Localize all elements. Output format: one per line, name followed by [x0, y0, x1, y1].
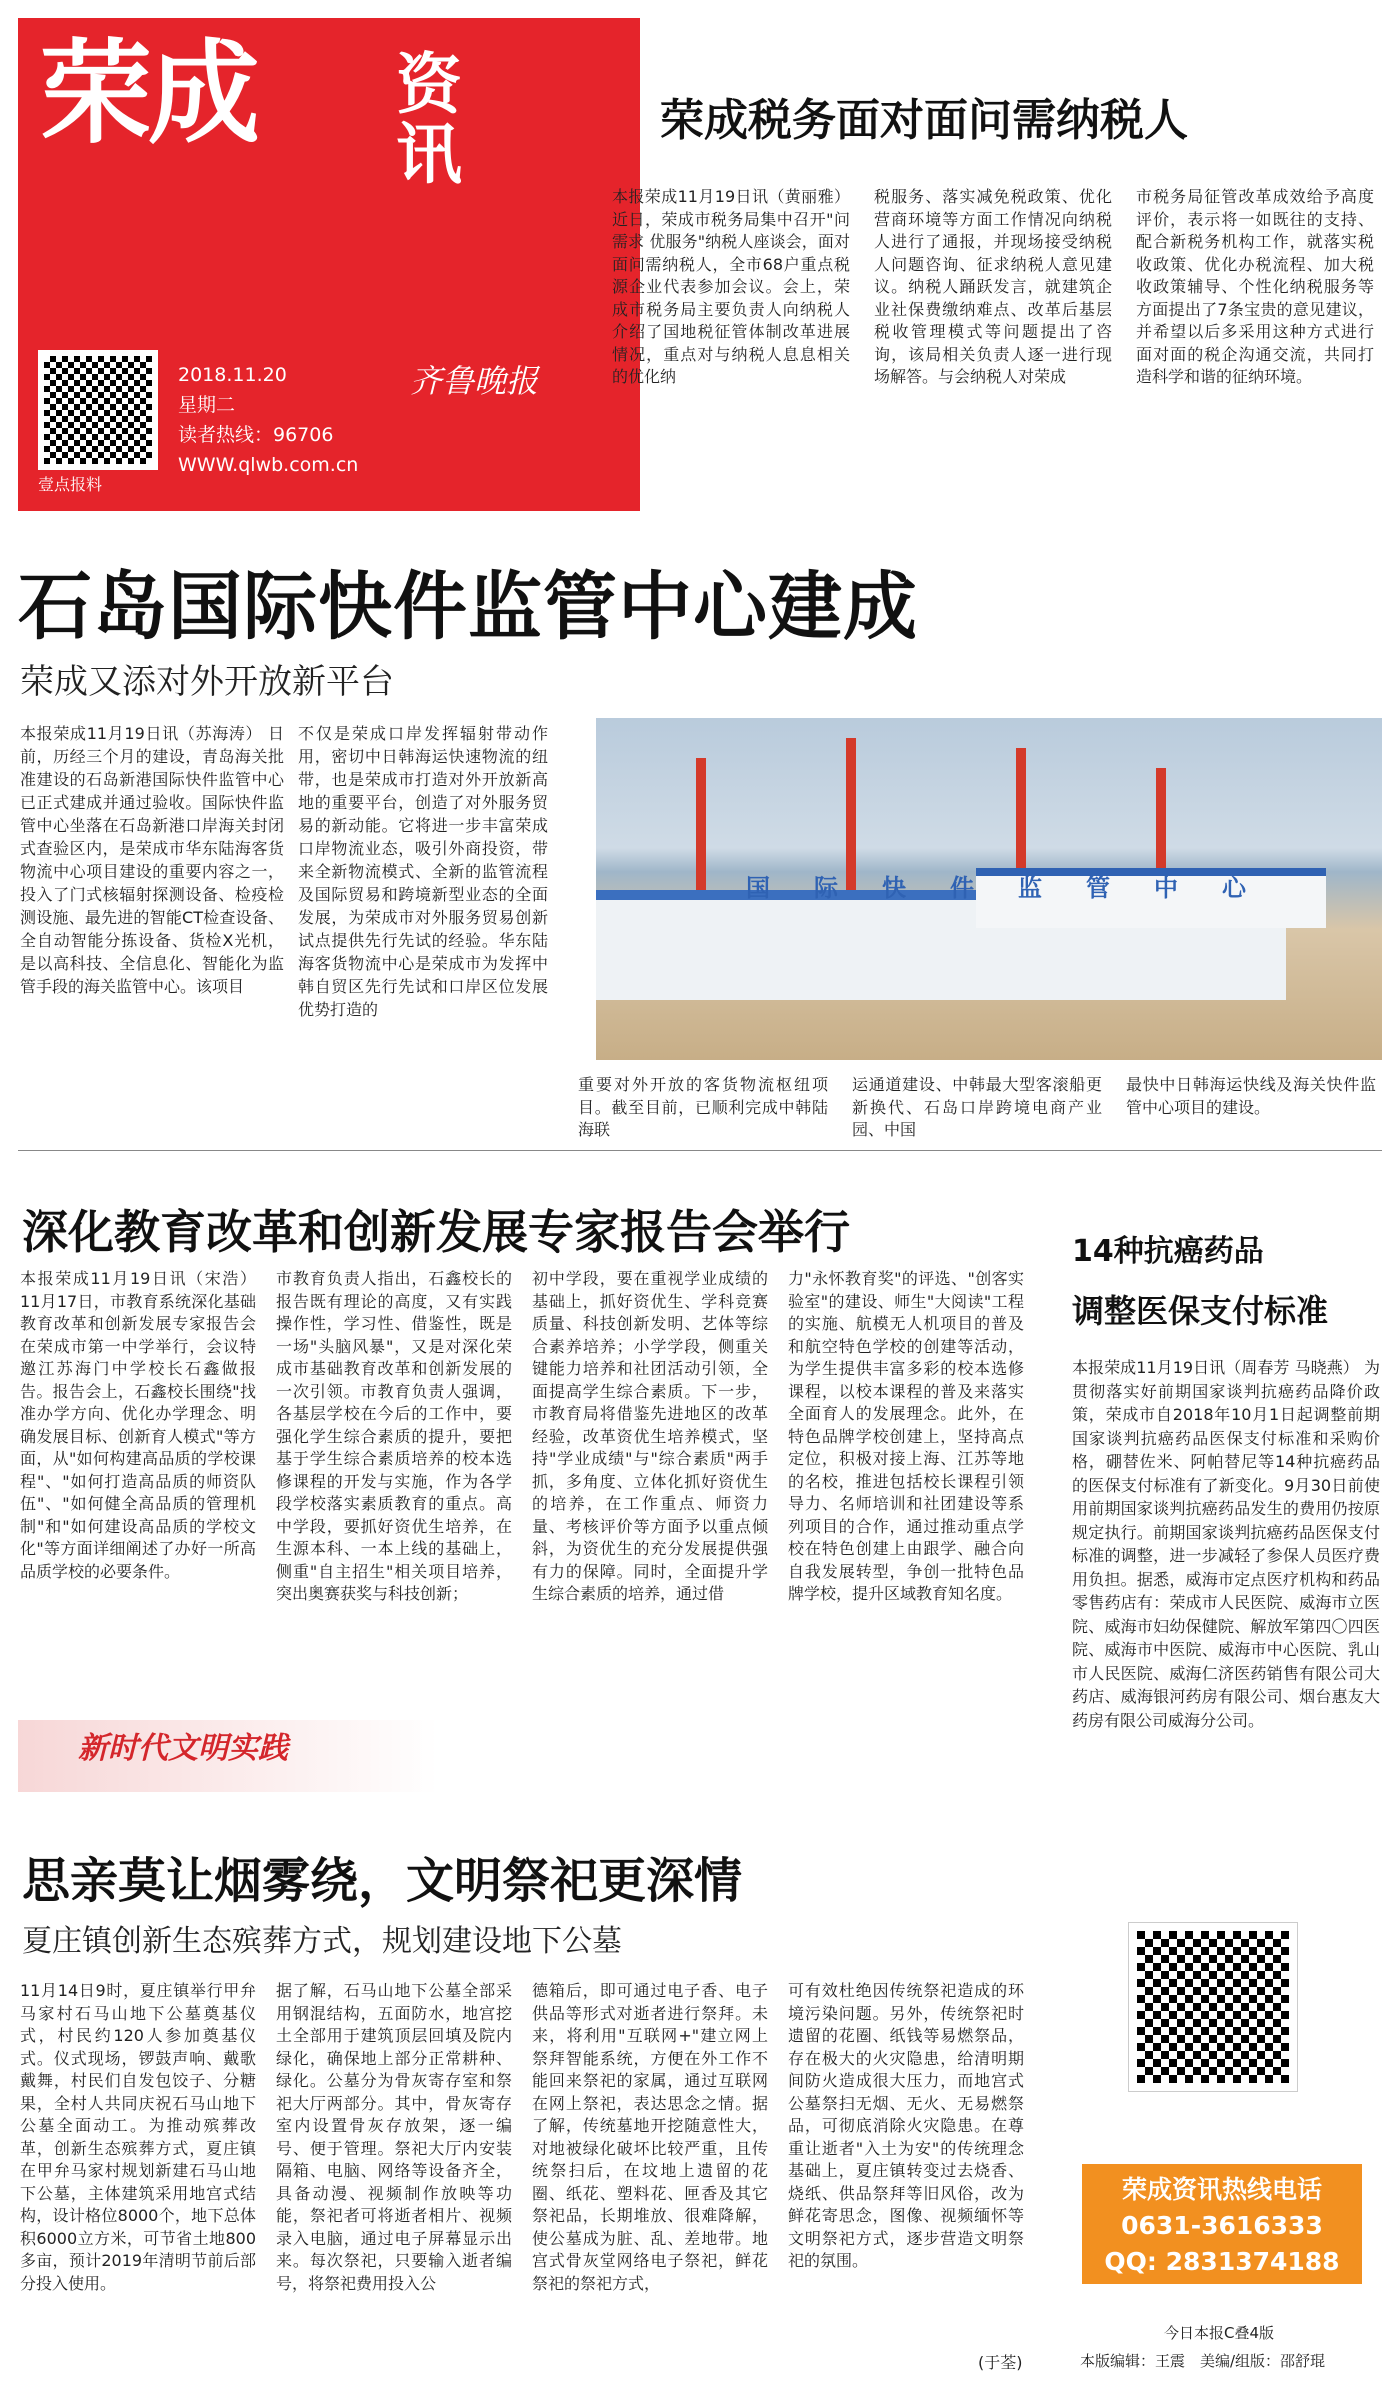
masthead-zixun-box: [396, 46, 556, 200]
express-subhead: 荣成又添对外开放新平台: [20, 662, 394, 702]
express-col-2: 不仅是荣成口岸发挥辐射带动作用，密切中日韩海运快速物流的纽带，也是荣成市打造对外开放新高地的重要平台，创造了对外服务贸易的新动能。它将进一步丰富荣成口岸物流业态，吸引外商投资，带来全新物流模式、全新的监管流程及国际贸易和跨境新型业态的全面发展，为荣成市对外服务贸易创新试点提供先行先试的经验。华东陆海客货物流中心是荣成市为发挥中韩自贸区先行先试和口岸区位发展优势打造的: [298, 724, 548, 1019]
photo-sign: 国际快件监管中心: [746, 874, 1290, 902]
tax-headline: 荣成税务面对面问需纳税人: [660, 95, 1188, 146]
funeral-col-1: 11月14日9时，夏庄镇举行甲弁马家村石马山地下公墓奠基仪式，村民约120人参加奠基仪式。仪式现场，锣鼓声响、戴歌戴舞，村民们自发包饺子、分糖果，全村人共同庆祝石马山地下公墓全面动工。为推动殡葬改革，创新生态殡葬方式，夏庄镇在甲弁马家村规划新建石马山地下公墓，主体建筑采用地宫式结构，设计格位8000个，地下总体积6000立方米，可节省土地800多亩，预计2019年清明节前后部分投入使用。: [20, 1981, 256, 2293]
drug-headline-2: 调整医保支付标准: [1072, 1292, 1329, 1330]
edu-col-3: 初中学段，要在重视学业成绩的基础上，抓好资优生、学科竞赛质量、科技创新发明、艺体等综合素养培养；小学学段，侧重关键能力培养和社团活动引领，全面提高学生综合素质。下一步，市教育局将借鉴先进地区的改革经验，改革资优生培养模式，坚持"学业成绩"与"综合素质"两手抓，多角度、立体化抓好资优生的培养，在工作重点、师资力量、考核评价等方面予以重点倾斜，为资优生的充分发展提供强有力的保障。同时，全面提升学生综合素质的培养，通过借: [532, 1269, 768, 1603]
hotline-phone[interactable]: 0631-3616333: [1121, 2211, 1323, 2240]
drug-body: 本报荣成11月19日讯（周春芳 马晓燕） 为贯彻落实好前期国家谈判抗癌药品降价政策，荣成市自2018年10月1日起调整前期国家谈判抗癌药品医保支付标准和采购价格，硼替佐米、阿帕替尼等14种抗癌药品的医保支付标准有了新变化。9月30日前使用前期国家谈判抗癌药品发生的费用仍按原规定执行。前期国家谈判抗癌药品医保支付标准的调整，进一步减轻了参保人员医疗费用负担。据悉，威海市定点医疗机构和药品零售药店有：荣成市人民医院、威海市立医院、威海市妇幼保健院、解放军第四〇四医院、威海市中医院、威海市中心医院、乳山市人民医院、威海仁济医药销售有限公司大药店、威海银河药房有限公司、烟台惠友大药房有限公司威海分公司。: [1072, 1358, 1380, 1730]
edu-col-2: 市教育负责人指出，石鑫校长的报告既有理论的高度，又有实践操作性，学习性、借鉴性，既是一场"头脑风暴"，又是对深化荣成市基础教育改革和创新发展的一次引领。市教育负责人强调，各基层学校在今后的工作中，要强化学生综合素质的提升，要把基于学生综合素质培养的校本选修课程的开发与实施，作为各学段学校落实素质教育的重点。高中学段，要抓好资优生培养，在生源本科、一本上线的基础上，侧重"自主招生"相关项目培养，突出奥赛获奖与科技创新；: [276, 1269, 512, 1603]
qr-code-icon[interactable]: [38, 350, 158, 470]
edu-col-4: 力"永怀教育奖"的评选、"创客实验室"的建设、师生"大阅读"工程的实施、航模无人机项目的普及和航空特色学校的创建等活动，为学生提供丰富多彩的校本选修课程，以校本课程的普及来落实全面育人的发展理念。此外，在特色品牌学校创建上，坚持高点定位，积极对接上海、江苏等地的名校，推进包括校长课程引领导力、名师培训和社团建设等系列项目的合作，通过推动重点学校在特色创建上由跟学、融合向自我发展转型，争创一批特色品牌学校，提升区域教育知名度。: [788, 1269, 1024, 1603]
footer-editors: 本版编辑：王震 美编/组版：邵舒琨: [1080, 2352, 1326, 2370]
express-under-1: 重要对外开放的客货物流枢纽项目。截至目前，已顺利完成中韩陆海联: [578, 1075, 828, 1139]
drug-headline-1: 14种抗癌药品: [1072, 1234, 1264, 1269]
wechat-qr-icon[interactable]: [1128, 1922, 1298, 2092]
masthead-date: 2018.11.20: [178, 364, 287, 386]
hotline-title: 荣成资讯热线电话: [1121, 2175, 1322, 2204]
tax-col-3: 市税务局征管改革成效给予高度评价，表示将一如既往的支持、配合新税务机构工作，就落实税收政策、优化办税流程、加大税收政策辅导、个性化纳税服务等方面提出了7条宝贵的意见建议，并希望以后多采用这种方式进行面对面的税企沟通交流，共同打造科学和谐的征纳环境。: [1136, 187, 1374, 386]
footer-pages: 今日本报C叠4版: [1164, 2324, 1275, 2342]
masthead-info: [178, 360, 358, 480]
banner-text: 新时代文明实践: [78, 1731, 288, 1766]
qr-caption: 壹点报料: [38, 475, 103, 494]
express-center-photo: [596, 718, 1382, 1060]
express-under-2: 运通道建设、中韩最大型客滚船更新换代、石岛口岸跨境电商产业园、中国: [852, 1075, 1102, 1139]
tax-col-2: 税服务、落实减免税政策、优化营商环境等方面工作情况向纳税人进行了通报，并现场接受纳税人问题咨询、征求纳税人意见建议。纳税人踊跃发言，就建筑企业社保费缴纳难点、改革后基层税收管理模式等问题提出了咨询，该局相关负责人逐一进行现场解答。与会纳税人对荣成: [874, 187, 1112, 386]
section-divider: [18, 1150, 1382, 1151]
hotline-qq[interactable]: QQ: 2831374188: [1104, 2247, 1340, 2276]
qilu-logo: 齐鲁晚报: [410, 362, 539, 400]
masthead-weekday: 星期二: [178, 394, 236, 416]
masthead-website[interactable]: WWW.qlwb.com.cn: [178, 454, 359, 476]
tax-col-1: 本报荣成11月19日讯（黄丽雅） 近日，荣成市税务局集中召开"问需求 优服务"纳税人座谈会，面对面问需纳税人，全市68户重点税源企业代表参加会议。会上，荣成市税务局主要负责人向纳税人介绍了国地税征管体制改革进展情况，重点对与纳税人息息相关的优化纳: [612, 187, 850, 386]
masthead-hotline: 读者热线：96706: [178, 424, 334, 446]
funeral-col-2: 据了解，石马山地下公墓全部采用钢混结构，五面防水，地宫挖土全部用于建筑顶层回填及院内绿化，确保地上部分正常耕种、绿化。公墓分为骨灰寄存室和祭祀大厅两部分。其中，骨灰寄存室内设置骨灰存放架，逐一编号、便于管理。祭祀大厅内安装隔箱、电脑、网络等设备齐全，具备动漫、视频制作放映等功能，祭祀者可将逝者相片、视频录入电脑，通过电子屏幕显示出来。每次祭祀，只要输入逝者编号，将祭祀费用投入公: [276, 1981, 512, 2293]
express-col-1: 本报荣成11月19日讯（苏海涛） 日前，历经三个月的建设，青岛海关批准建设的石岛新港国际快件监管中心已正式建成并通过验收。国际快件监管中心坐落在石岛新港口岸海关封闭式查验区内，是荣成市华东陆海客货物流中心项目建设的重要内容之一，投入了门式核辐射探测设备、检疫检测设施、最先进的智能CT检查设备、全自动智能分拣设备、货检X光机，是以高科技、全信息化、智能化为监管手段的海关监管中心。该项目: [20, 724, 284, 996]
funeral-headline: 思亲莫让烟雾绕，文明祭祀更深情: [22, 1853, 743, 1909]
funeral-col-3: 德箱后，即可通过电子香、电子供品等形式对逝者进行祭拜。未来，将利用"互联网+"建立网上祭拜智能系统，方便在外工作不能回来祭祀的家属，通过互联网在网上祭祀，表达思念之情。据了解，传统墓地开挖随意性大，对地被绿化破坏比较严重，且传统祭扫后，在坟地上遗留的花圈、纸花、塑料花、匣香及其它祭祀品，长期堆放、很难降解，使公墓成为脏、乱、差地带。地宫式骨灰堂网络电子祭祀，鲜花祭祀的祭祀方式，: [532, 1981, 768, 2293]
funeral-subhead: 夏庄镇创新生态殡葬方式，规划建设地下公墓: [22, 1924, 622, 1959]
express-headline: 石岛国际快件监管中心建成: [18, 564, 918, 650]
edu-col-1: 本报荣成11月19日讯（宋浩） 11月17日，市教育系统深化基础教育改革和创新发展专家报告会在荣成市第一中学举行，会议特邀江苏海门中学校长石鑫做报告。报告会上，石鑫校长围绕"找准办学方向、优化办学理念、明确发展目标、创新育人模式"等方面，从"如何构建高品质的学校课程"、"如何打造高品质的师资队伍"、"如何健全高品质的管理机制"和"如何建设高品质的学校文化"等方面详细阐述了办好一所高品质学校的必要条件。: [20, 1269, 256, 1581]
funeral-author: (于荃): [978, 2353, 1023, 2372]
express-under-3: 最快中日韩海运快线及海关快件监管中心项目的建设。: [1126, 1075, 1376, 1117]
masthead-title: 荣成: [40, 29, 256, 159]
masthead-zixun: 资讯: [396, 46, 462, 193]
hotline-box: [1082, 2164, 1362, 2284]
edu-headline: 深化教育改革和创新发展专家报告会举行: [22, 1205, 850, 1259]
funeral-col-4: 可有效杜绝因传统祭祀造成的环境污染问题。另外，传统祭祀时遗留的花圈、纸钱等易燃祭品，存在极大的火灾隐患，给清明期间防火造成很大压力，而地宫式公墓祭扫无烟、无火、无易燃祭品，可彻底消除火灾隐患。在尊重让逝者"入土为安"的传统理念基础上，夏庄镇转变过去烧香、烧纸、供品祭拜等旧风俗，改为鲜花寄思念，图像、视频缅怀等文明祭祀方式，逐步营造文明祭祀的氛围。: [788, 1981, 1024, 2270]
